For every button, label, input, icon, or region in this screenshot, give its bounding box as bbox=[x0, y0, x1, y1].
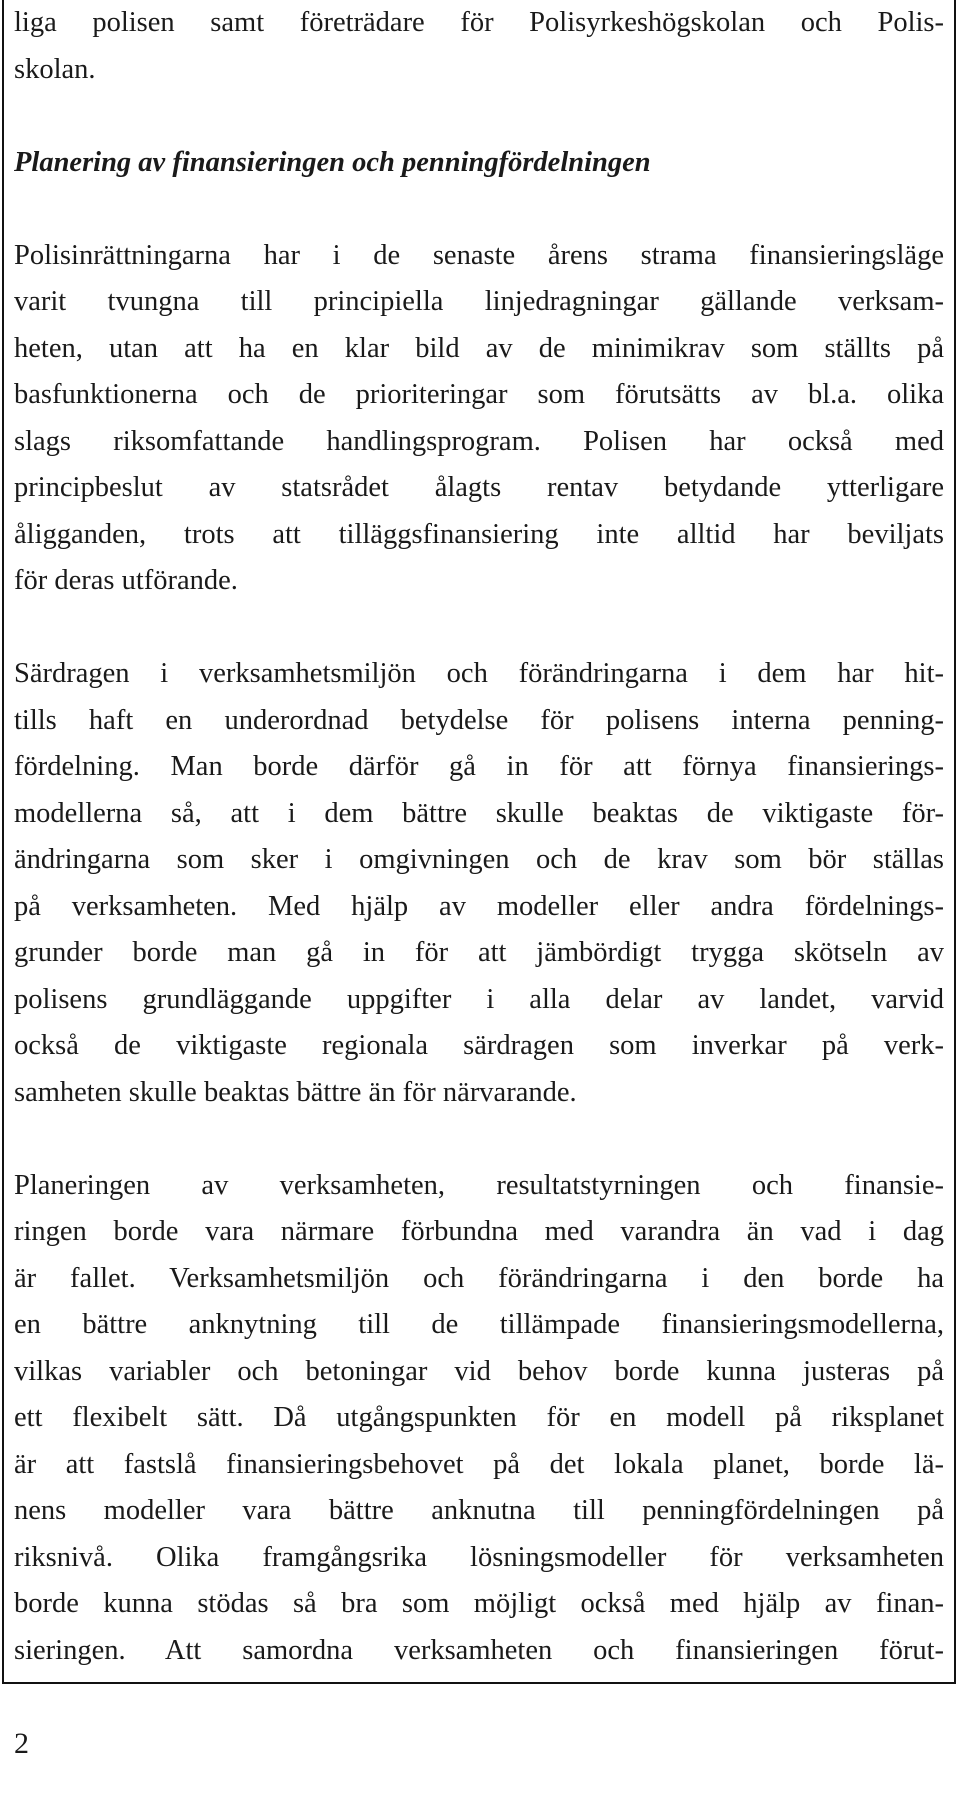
page-number: 2 bbox=[14, 1727, 29, 1760]
paragraph-1 bbox=[14, 233, 944, 605]
text-line: ändringarna som sker i omgivningen och de krav som bör ställas bbox=[14, 844, 944, 875]
text-line: borde kunna stödas så bra som möjligt också med hjälp av finan- bbox=[14, 1588, 944, 1619]
paragraph-3 bbox=[14, 1163, 944, 1675]
text-line: slags riksomfattande handlingsprogram. Polisen har också med bbox=[14, 425, 944, 457]
text-line: liga polisen samt företrädare för Polisyrkeshögskolan och Polis- bbox=[14, 7, 944, 38]
text-line: principbeslut av statsrådet ålagts rentav betydande ytterligare bbox=[14, 472, 944, 503]
text-line: polisens grundläggande uppgifter i alla delar av landet, varvid bbox=[14, 983, 944, 1015]
text-line: sieringen. Att samordna verksamheten och finansieringen förut- bbox=[14, 1634, 944, 1666]
text-line: en bättre anknytning till de tillämpade finansieringsmodellerna, bbox=[14, 1309, 944, 1340]
text-line: skolan. bbox=[14, 53, 96, 85]
section-heading: Planering av finansieringen och penningfördelningen bbox=[14, 146, 651, 178]
text-line: Planeringen av verksamheten, resultatstyrningen och finansie- bbox=[14, 1169, 944, 1201]
text-line: basfunktionerna och de prioriteringar som förutsätts av bl.a. olika bbox=[14, 379, 944, 410]
text-line: vilkas variabler och betoningar vid behov borde kunna justeras på bbox=[14, 1355, 944, 1387]
paragraph-2 bbox=[14, 651, 944, 1116]
text-line: åligganden, trots att tilläggsfinansiering inte alltid har beviljats bbox=[14, 518, 944, 550]
text-line: ringen borde vara närmare förbundna med varandra än vad i dag bbox=[14, 1216, 944, 1247]
text-line: varit tvungna till principiella linjedragningar gällande verksam- bbox=[14, 286, 944, 317]
text-line: heten, utan att ha en klar bild av de minimikrav som ställts på bbox=[14, 332, 944, 364]
text-line: på verksamheten. Med hjälp av modeller eller andra fördelnings- bbox=[14, 890, 944, 922]
text-line: Polisinrättningarna har i de senaste årens strama finansieringsläge bbox=[14, 239, 944, 271]
text-line: fördelning. Man borde därför gå in för att förnya finansierings- bbox=[14, 751, 944, 782]
text-line: är fallet. Verksamhetsmiljön och förändringarna i den borde ha bbox=[14, 1262, 944, 1294]
text-line: också de viktigaste regionala särdragen som inverkar på verk- bbox=[14, 1030, 944, 1061]
text-line: samheten skulle beaktas bättre än för närvarande. bbox=[14, 1076, 577, 1108]
text-line: Särdragen i verksamhetsmiljön och förändringarna i dem har hit- bbox=[14, 658, 944, 689]
text-line: tills haft en underordnad betydelse för polisens interna penning- bbox=[14, 704, 944, 736]
text-line: grunder borde man gå in för att jämbördigt trygga skötseln av bbox=[14, 937, 944, 968]
text-line: riksnivå. Olika framgångsrika lösningsmodeller för verksamheten bbox=[14, 1541, 944, 1573]
text-line: nens modeller vara bättre anknutna till penningfördelningen på bbox=[14, 1495, 944, 1526]
text-line: ett flexibelt sätt. Då utgångspunkten för en modell på riksplanet bbox=[14, 1402, 944, 1433]
continuation-paragraph bbox=[14, 0, 944, 93]
text-line: modellerna så, att i dem bättre skulle beaktas de viktigaste för- bbox=[14, 797, 944, 829]
text-line: är att fastslå finansieringsbehovet på det lokala planet, borde lä- bbox=[14, 1448, 944, 1480]
document-body bbox=[14, 0, 944, 1674]
text-line: för deras utförande. bbox=[14, 565, 238, 596]
